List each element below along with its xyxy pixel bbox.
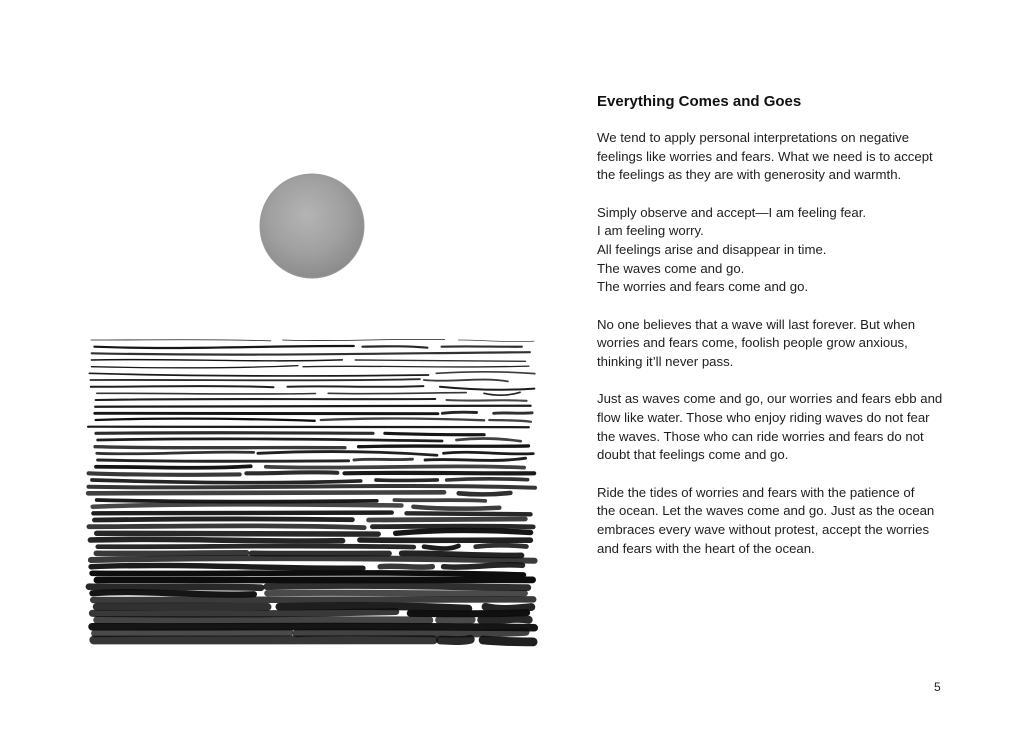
wave-stroke xyxy=(96,433,373,434)
wave-stroke xyxy=(476,545,527,546)
wave-stroke xyxy=(91,340,271,341)
wave-stroke xyxy=(93,513,391,514)
wave-stroke xyxy=(96,419,315,421)
text-line: and fears with the heart of the ocean. xyxy=(597,540,815,556)
text-line: No one believes that a wave will last forever. But when xyxy=(597,316,916,332)
wave-stroke xyxy=(97,500,377,502)
text-line: embraces every wave without protest, accept the worries xyxy=(597,521,930,537)
wave-stroke xyxy=(402,553,522,555)
text-line: We tend to apply personal interpretations on negative xyxy=(597,130,910,145)
wave-stroke xyxy=(94,639,434,640)
wave-stroke xyxy=(354,459,412,460)
wave-stroke xyxy=(447,479,528,480)
wave-stroke xyxy=(489,420,531,422)
wave-stroke xyxy=(97,533,379,534)
paragraph xyxy=(597,316,937,372)
wave-stroke xyxy=(90,379,420,380)
wave-stroke xyxy=(481,619,529,621)
text-line: the ocean. Let the waves come and go. Just as the ocean xyxy=(597,503,935,519)
wave-stroke xyxy=(303,366,529,367)
wave-stroke xyxy=(440,387,535,390)
wave-stroke xyxy=(328,393,466,394)
wave-stroke xyxy=(355,360,525,361)
wave-stroke xyxy=(456,438,520,441)
wave-stroke xyxy=(424,380,508,382)
wave-stroke xyxy=(89,373,428,376)
wave-stroke xyxy=(96,466,251,467)
wave-stroke xyxy=(88,492,444,493)
text-line: I am feeling worry. xyxy=(597,223,704,239)
paragraph xyxy=(597,484,937,559)
wave-stroke xyxy=(95,633,289,634)
wave-stroke xyxy=(92,612,395,615)
text-line: doubt that feelings come and go. xyxy=(597,447,789,463)
text-line: Ride the tides of worries and fears with the patience of xyxy=(597,484,915,500)
wave-stroke xyxy=(359,446,529,447)
wave-stroke xyxy=(98,546,414,547)
wave-stroke xyxy=(444,452,534,454)
text-column xyxy=(597,92,943,577)
text-line: Simply observe and accept—I am feeling fear. xyxy=(597,204,867,220)
wave-stroke xyxy=(447,400,527,401)
wave-stroke xyxy=(267,593,525,594)
text-line: Just as waves come and go, our worries and fears ebb and xyxy=(597,391,943,407)
wave-stroke xyxy=(91,565,363,568)
wave-stroke xyxy=(436,372,535,374)
wave-stroke xyxy=(93,599,533,600)
wave-stroke xyxy=(424,546,459,549)
text-line: the feelings as they are with generosity and warmth. xyxy=(597,167,902,183)
moon-shape xyxy=(260,174,364,278)
wave-stroke xyxy=(376,480,437,481)
paragraph xyxy=(597,129,937,185)
wave-stroke xyxy=(92,366,298,368)
wave-stroke xyxy=(439,619,472,620)
wave-stroke xyxy=(442,412,476,413)
text-line: the waves. Those who can ride worries and fears do not xyxy=(597,428,924,444)
wave-stroke xyxy=(90,539,342,541)
wave-stroke xyxy=(89,587,261,588)
wave-stroke xyxy=(372,526,533,527)
wave-stroke xyxy=(494,413,532,414)
wave-stroke xyxy=(98,460,349,461)
paragraph xyxy=(597,390,943,465)
wave-stroke xyxy=(321,418,484,420)
wave-stroke xyxy=(94,519,352,520)
text-line: thinking it’ll never pass. xyxy=(597,354,734,370)
page-title: Everything Comes and Goes xyxy=(597,93,802,110)
wave-stroke xyxy=(459,493,511,494)
wave-stroke xyxy=(413,507,499,509)
sea-waves xyxy=(88,339,535,642)
wave-stroke xyxy=(483,640,533,642)
wave-stroke xyxy=(345,473,535,474)
text-line: feelings like worries and fears. What we need is to accept xyxy=(597,148,933,164)
wave-stroke xyxy=(95,413,438,414)
wave-stroke xyxy=(95,447,345,448)
wave-stroke xyxy=(283,339,445,340)
wave-stroke xyxy=(267,585,528,587)
text-line: All feelings arise and disappear in time. xyxy=(597,242,827,258)
wave-stroke xyxy=(97,452,254,454)
wave-stroke xyxy=(96,553,246,554)
text-line: The waves come and go. xyxy=(597,260,745,276)
wave-stroke xyxy=(92,626,534,627)
wave-stroke xyxy=(92,480,361,483)
text-line: worries and fears come, foolish people grow anxious, xyxy=(597,335,908,351)
wave-stroke xyxy=(97,393,316,394)
moon-over-sea-illustration xyxy=(80,140,550,660)
wave-stroke xyxy=(246,472,337,473)
wave-stroke xyxy=(97,580,533,581)
wave-stroke xyxy=(297,632,526,634)
wave-stroke xyxy=(425,458,525,460)
wave-stroke xyxy=(410,613,526,614)
wave-stroke xyxy=(91,386,274,387)
wave-stroke xyxy=(258,452,437,456)
wave-stroke xyxy=(444,565,523,567)
text-line: flow like water. Those who enjoy riding waves do not fear xyxy=(597,409,930,425)
wave-stroke xyxy=(89,473,240,475)
wave-stroke xyxy=(96,399,436,400)
wave-stroke xyxy=(89,526,364,528)
wave-stroke xyxy=(440,639,470,640)
wave-stroke xyxy=(407,513,531,514)
wave-stroke xyxy=(486,607,532,609)
wave-stroke xyxy=(288,386,424,387)
wave-stroke xyxy=(92,592,254,595)
wave-stroke xyxy=(95,406,530,407)
wave-stroke xyxy=(89,486,536,488)
wave-stroke xyxy=(385,433,484,434)
wave-stroke xyxy=(88,426,529,427)
wave-stroke xyxy=(369,519,526,520)
wave-stroke xyxy=(92,573,523,575)
wave-stroke xyxy=(91,360,342,361)
text-line: The worries and fears come and go. xyxy=(597,279,809,295)
wave-stroke xyxy=(93,504,402,506)
wave-stroke xyxy=(394,500,485,501)
wave-stroke xyxy=(396,530,531,533)
wave-stroke xyxy=(94,346,353,348)
page-number: 5 xyxy=(934,680,941,694)
wave-stroke xyxy=(484,392,520,395)
wave-stroke xyxy=(91,558,535,561)
wave-stroke xyxy=(92,352,530,354)
wave-stroke xyxy=(363,346,428,347)
wave-stroke xyxy=(380,566,432,567)
wave-stroke xyxy=(458,340,534,342)
wave-stroke xyxy=(98,439,443,441)
paragraph xyxy=(597,204,937,298)
wave-stroke xyxy=(266,466,524,467)
wave-stroke xyxy=(279,606,468,608)
moon-over-sea-ink-icon xyxy=(80,140,550,660)
